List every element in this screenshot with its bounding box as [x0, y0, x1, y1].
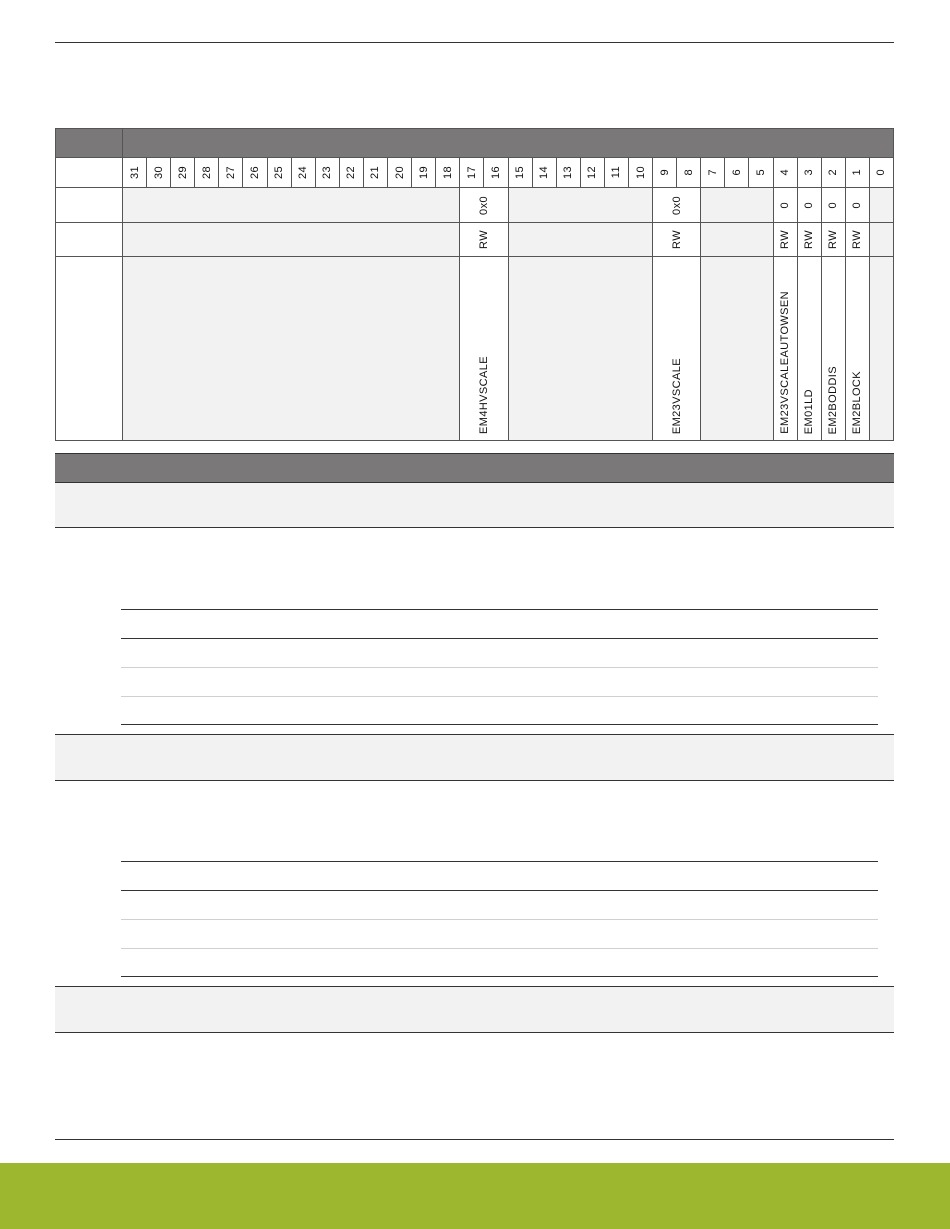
bit-number-cell: 7 [701, 158, 725, 188]
reserved-cell [508, 188, 653, 223]
bit-number-cell: 0 [869, 158, 893, 188]
bit-number-cell: 1 [845, 158, 869, 188]
em23vscaleautowsen-name: EM23VSCALEAUTOWSEN [773, 257, 797, 441]
page-top-rule [55, 42, 894, 43]
em23vscale-access: RW [653, 223, 701, 257]
bit-number-cell: 29 [171, 158, 195, 188]
reserved-cell [869, 257, 893, 441]
em2boddis-name: EM2BODDIS [821, 257, 845, 441]
em01ld-name: EM01LD [797, 257, 821, 441]
enum-table-row-rule [121, 948, 878, 949]
bit-number-cell: 6 [725, 158, 749, 188]
bit-number-cell: 8 [677, 158, 701, 188]
reserved-cell [123, 223, 460, 257]
bit-number-cell: 9 [653, 158, 677, 188]
reserved-cell [508, 257, 653, 441]
bit-number-cell: 31 [123, 158, 147, 188]
enum-table-bottom-rule [121, 976, 878, 977]
bit-number-cell: 24 [291, 158, 315, 188]
bit-row-label [56, 158, 123, 188]
reserved-cell [701, 188, 773, 223]
bit-number-cell: 22 [339, 158, 363, 188]
em23vscaleautowsen-reset: 0 [773, 188, 797, 223]
bit-number-row [56, 158, 894, 188]
bit-number-cell: 19 [412, 158, 436, 188]
description-table-header [55, 453, 894, 483]
field-name-row [56, 257, 894, 441]
em01ld-reset: 0 [797, 188, 821, 223]
bit-number-cell: 28 [195, 158, 219, 188]
bit-number-cell: 18 [436, 158, 460, 188]
em01ld-access: RW [797, 223, 821, 257]
reserved-cell [701, 257, 773, 441]
reset-row-label [56, 188, 123, 223]
bit-number-cell: 20 [388, 158, 412, 188]
enum-table-row-rule [121, 919, 878, 920]
reserved-cell [701, 223, 773, 257]
enum-table-bottom-rule [121, 724, 878, 725]
em4hvscale-access: RW [460, 223, 508, 257]
em2boddis-access: RW [821, 223, 845, 257]
bit-number-cell: 21 [363, 158, 387, 188]
reserved-cell [869, 223, 893, 257]
page-bottom-rule [55, 1139, 894, 1140]
reserved-cell [123, 257, 460, 441]
em23vscale-reset: 0x0 [653, 188, 701, 223]
access-row-label [56, 223, 123, 257]
bit-number-cell: 30 [147, 158, 171, 188]
bit-number-cell: 3 [797, 158, 821, 188]
bit-number-cell: 13 [556, 158, 580, 188]
enum-table-top-rule [121, 609, 878, 610]
field-description-row [55, 735, 894, 781]
field-description-row [55, 987, 894, 1033]
bit-number-cell: 25 [267, 158, 291, 188]
enum-table-header-rule [121, 638, 878, 639]
em2block-reset: 0 [845, 188, 869, 223]
bit-number-cell: 11 [604, 158, 628, 188]
enum-table-top-rule [121, 861, 878, 862]
header-label-cell [56, 129, 123, 158]
em2block-access: RW [845, 223, 869, 257]
enum-table-row-rule [121, 667, 878, 668]
name-row-label [56, 257, 123, 441]
bit-number-cell: 26 [243, 158, 267, 188]
bit-number-cell: 4 [773, 158, 797, 188]
footer-band [0, 1163, 950, 1229]
reserved-cell [123, 188, 460, 223]
reserved-cell [869, 188, 893, 223]
field-description-row [55, 483, 894, 528]
register-bit-table [55, 128, 894, 441]
bit-number-cell: 2 [821, 158, 845, 188]
enum-table-header-rule [121, 890, 878, 891]
bit-number-cell: 5 [749, 158, 773, 188]
header-title-cell [123, 129, 894, 158]
em4hvscale-reset: 0x0 [460, 188, 508, 223]
access-row [56, 223, 894, 257]
em23vscaleautowsen-access: RW [773, 223, 797, 257]
enum-table-row-rule [121, 696, 878, 697]
reserved-cell [508, 223, 653, 257]
bit-number-cell: 14 [532, 158, 556, 188]
em4hvscale-name: EM4HVSCALE [460, 257, 508, 441]
reset-row [56, 188, 894, 223]
bit-number-cell: 16 [484, 158, 508, 188]
bit-number-cell: 27 [219, 158, 243, 188]
bit-number-cell: 23 [315, 158, 339, 188]
em2boddis-reset: 0 [821, 188, 845, 223]
bit-number-cell: 10 [628, 158, 652, 188]
bit-number-cell: 12 [580, 158, 604, 188]
bit-number-cell: 17 [460, 158, 484, 188]
table-header-row [56, 129, 894, 158]
em23vscale-name: EM23VSCALE [653, 257, 701, 441]
em2block-name: EM2BLOCK [845, 257, 869, 441]
bit-number-cell: 15 [508, 158, 532, 188]
